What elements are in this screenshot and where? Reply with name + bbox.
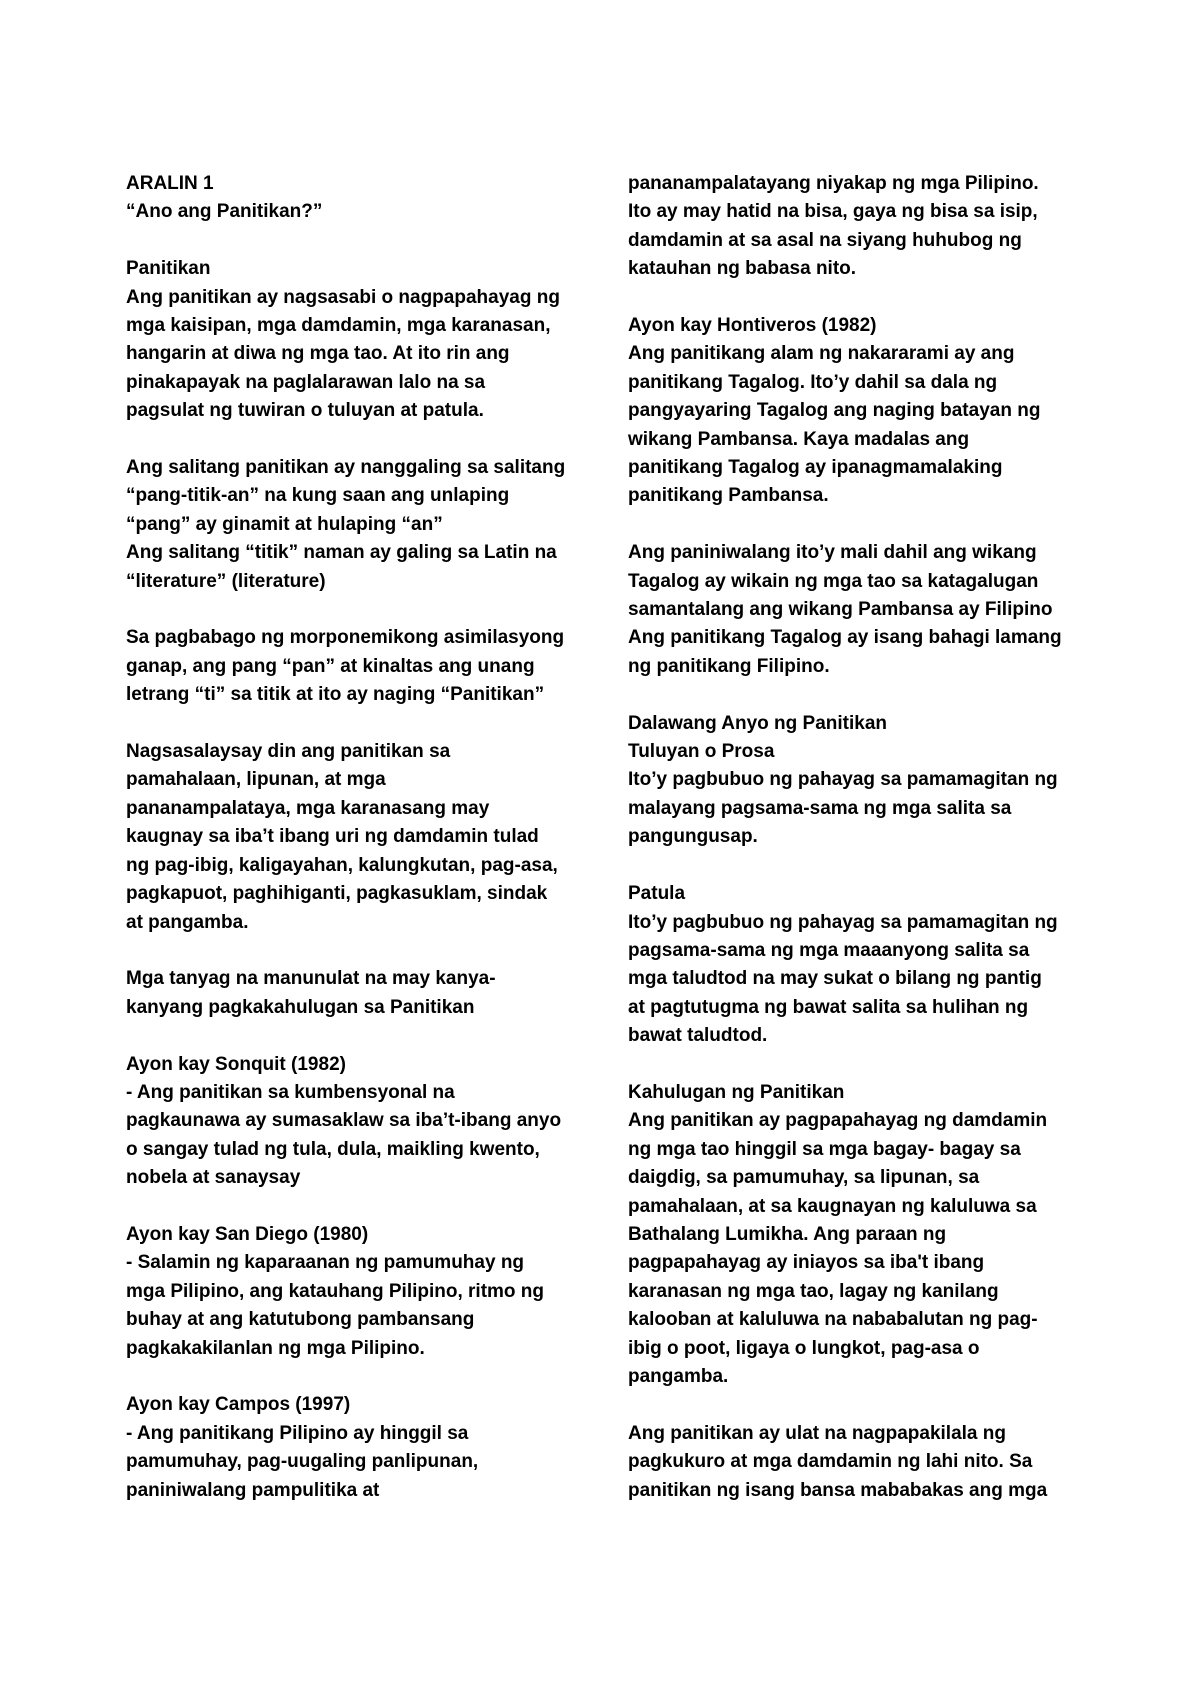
paragraph [628, 1079, 1098, 1391]
text-line: Patula [628, 883, 686, 905]
text-line: pangamba. [628, 1365, 729, 1387]
text-line: Dalawang Anyo ng Panitikan [628, 712, 888, 734]
text-line: kanyang pagkakahulugan sa Panitikan [126, 996, 475, 1018]
text-line: panitikang Tagalog ay ipanagmamalaking [628, 457, 1003, 479]
text-line: pagkaunawa ay sumasaklaw sa iba’t-ibang anyo [126, 1110, 562, 1132]
paragraph [628, 880, 1098, 1050]
text-line: ARALIN 1 [126, 173, 214, 194]
text-line: Ayon kay Sonquit (1982) [126, 1053, 346, 1075]
text-line: Ang panitikan ay ulat na nagpapakilala ng [628, 1422, 1006, 1444]
text-line: paniniwalang pampulitika at [126, 1479, 380, 1501]
text-line: Ang paniniwalang ito’y mali dahil ang wikang [628, 542, 1037, 564]
text-line: samantalang ang wikang Pambansa ay Filipino [628, 599, 1053, 621]
text-line: Ang salitang “titik” naman ay galing sa Latin na [126, 542, 557, 564]
paragraph [126, 1221, 596, 1363]
paragraph [628, 1420, 1098, 1505]
paragraph [126, 454, 596, 596]
text-line: mga Pilipino, ang katauhang Pilipino, ritmo ng [126, 1280, 545, 1302]
text-line: Ang panitikang alam ng nakararami ay ang [628, 343, 1015, 365]
text-line: Sa pagbabago ng morponemikong asimilasyong [126, 627, 565, 649]
text-line: pinakapayak na paglalarawan lalo na sa [126, 371, 486, 393]
paragraph [126, 1391, 596, 1505]
text-line: pananampalataya, mga karanasang may [126, 797, 490, 819]
paragraph [126, 965, 596, 1022]
text-line: panitikan ng isang bansa mababakas ang mga [628, 1479, 1048, 1501]
text-line: ng pag-ibig, kaligayahan, kalungkutan, pag-asa, [126, 854, 558, 876]
text-line: pagkapuot, paghihiganti, pagkasuklam, sindak [126, 883, 548, 905]
right-text-column [628, 170, 1098, 1533]
paragraph [628, 170, 1098, 284]
text-line: Ang panitikang Tagalog ay isang bahagi lamang [628, 627, 1062, 649]
text-line: damdamin at sa asal na siyang huhubog ng [628, 229, 1022, 251]
text-line: pagsama-sama ng mga maaanyong salita sa [628, 939, 1030, 961]
text-line: Ayon kay Campos (1997) [126, 1394, 351, 1416]
text-line: Ito’y pagbubuo ng pahayag sa pamamagitan ng [628, 911, 1058, 933]
text-line: o sangay tulad ng tula, dula, maikling kwento, [126, 1138, 540, 1160]
text-line: buhay at ang katutubong pambansang [126, 1309, 475, 1331]
text-line: karanasan ng mga tao, lagay ng kanilang [628, 1280, 999, 1302]
text-line: at pagtutugma ng bawat salita sa hulihan ng [628, 996, 1029, 1018]
text-line: kalooban at kaluluwa na nababalutan ng pag- [628, 1309, 1038, 1331]
text-line: Ito ay may hatid na bisa, gaya ng bisa sa isip, [628, 201, 1038, 223]
text-line: pangungusap. [628, 826, 758, 848]
paragraph [628, 539, 1098, 681]
text-line: Mga tanyag na manunulat na may kanya- [126, 968, 496, 990]
text-line: Ayon kay San Diego (1980) [126, 1223, 369, 1245]
left-text-column [126, 170, 596, 1533]
paragraph [126, 170, 596, 227]
text-line: wikang Pambansa. Kaya madalas ang [628, 428, 970, 450]
text-line: - Ang panitikang Pilipino ay hinggil sa [126, 1422, 469, 1444]
text-line: ganap, ang pang “pan” at kinaltas ang unang [126, 655, 535, 677]
text-line: Ayon kay Hontiveros (1982) [628, 315, 877, 337]
text-line: letrang “ti” sa titik at ito ay naging “Panitikan” [126, 684, 545, 706]
text-line: malayang pagsama-sama ng mga salita sa [628, 797, 1012, 819]
text-line: panitikang Tagalog. Ito’y dahil sa dala ng [628, 371, 998, 393]
text-line: ng panitikang Filipino. [628, 655, 830, 677]
text-line: Tagalog ay wikain ng mga tao sa katagalugan [628, 570, 1039, 592]
text-line: “pang-titik-an” na kung saan ang unlaping [126, 485, 510, 507]
text-line: Panitikan [126, 258, 211, 280]
text-line: “pang” ay ginamit at hulaping “an” [126, 513, 443, 535]
text-line: daigdig, sa pamumuhay, sa lipunan, sa [628, 1167, 980, 1189]
paragraph [126, 624, 596, 709]
text-line: Tuluyan o Prosa [628, 741, 775, 763]
text-line: panitikang Pambansa. [628, 485, 829, 507]
text-line: Ang panitikan ay nagsasabi o nagpapahayag ng [126, 286, 560, 308]
text-line: at pangamba. [126, 911, 249, 933]
paragraph [126, 255, 596, 425]
text-line: katauhan ng babasa nito. [628, 258, 857, 280]
text-line: - Salamin ng kaparaanan ng pamumuhay ng [126, 1252, 525, 1274]
text-line: pangyayaring Tagalog ang naging batayan ng [628, 400, 1041, 422]
paragraph [628, 710, 1098, 852]
text-line: Bathalang Lumikha. Ang paraan ng [628, 1223, 947, 1245]
paragraph [126, 1051, 596, 1193]
text-line: ng mga tao hinggil sa mga bagay- bagay sa [628, 1138, 1021, 1160]
text-line: pananampalatayang niyakap ng mga Pilipino. [628, 173, 1039, 194]
text-line: “literature” (literature) [126, 570, 326, 592]
text-line: Ang panitikan ay pagpapahayag ng damdamin [628, 1110, 1048, 1132]
text-line: mga kaisipan, mga damdamin, mga karanasan, [126, 315, 551, 337]
text-line: pagkakakilanlan ng mga Pilipino. [126, 1337, 425, 1359]
text-line: “Ano ang Panitikan?” [126, 201, 323, 223]
text-line: mga taludtod na may sukat o bilang ng pantig [628, 968, 1042, 990]
paragraph [628, 312, 1098, 511]
text-line: Ito’y pagbubuo ng pahayag sa pamamagitan ng [628, 769, 1058, 791]
text-line: hangarin at diwa ng mga tao. At ito rin ang [126, 343, 510, 365]
text-line: kaugnay sa iba’t ibang uri ng damdamin tulad [126, 826, 539, 848]
text-line: - Ang panitikan sa kumbensyonal na [126, 1081, 455, 1103]
text-line: pagsulat ng tuwiran o tuluyan at patula. [126, 400, 484, 422]
text-line: pamahalaan, lipunan, at mga [126, 769, 386, 791]
text-line: bawat taludtod. [628, 1025, 768, 1047]
text-line: Ang salitang panitikan ay nanggaling sa salitang [126, 457, 566, 479]
text-line: pamahalaan, at sa kaugnayan ng kaluluwa sa [628, 1195, 1037, 1217]
text-line: Kahulugan ng Panitikan [628, 1081, 845, 1103]
text-line: nobela at sanaysay [126, 1167, 301, 1189]
text-line: ibig o poot, ligaya o lungkot, pag-asa o [628, 1337, 980, 1359]
text-line: Nagsasalaysay din ang panitikan sa [126, 741, 451, 763]
text-line: pagkukuro at mga damdamin ng lahi nito. Sa [628, 1451, 1033, 1473]
text-line: pamumuhay, pag-uugaling panlipunan, [126, 1451, 479, 1473]
text-line: pagpapahayag ay iniayos sa iba't ibang [628, 1252, 985, 1274]
paragraph [126, 738, 596, 937]
